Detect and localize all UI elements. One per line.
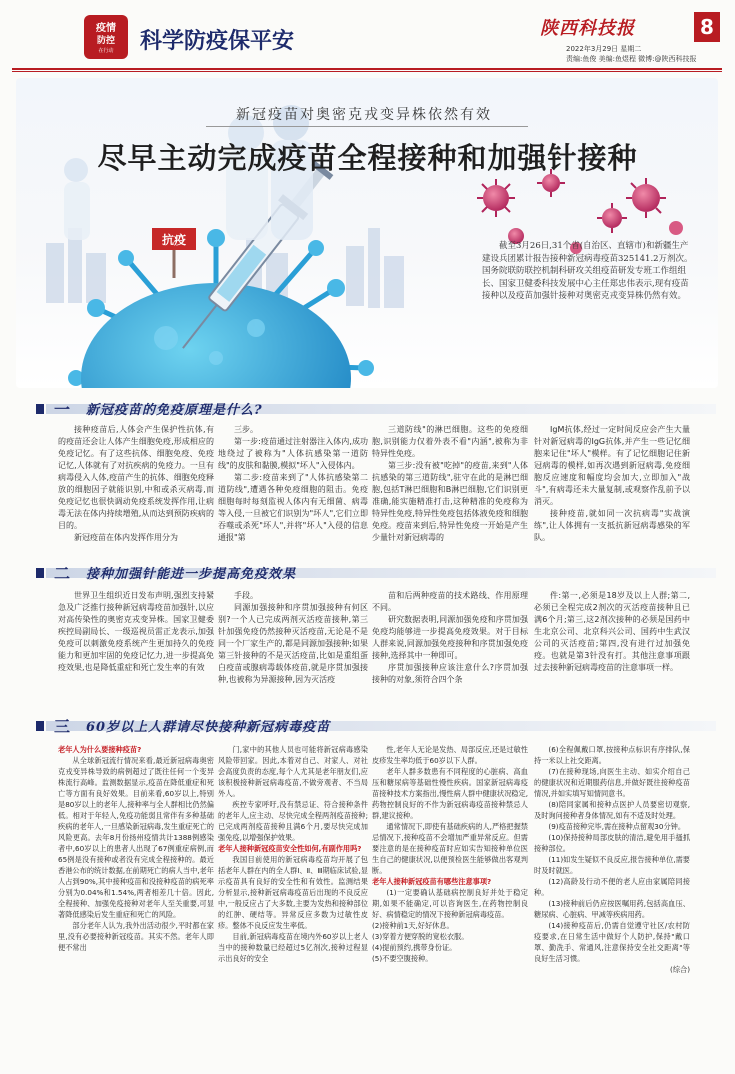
section-title: 科学防疫保平安 <box>140 28 295 54</box>
list-item: (3)穿着方便穿脱的宽松衣服。 <box>372 932 469 941</box>
subheading: 老年人为什么要接种疫苗? <box>58 745 142 754</box>
logo-line-1: 疫情 <box>96 23 116 34</box>
paragraph: 世界卫生组织近日发布声明,强烈支持紧急及广泛推行接种新冠病毒疫苗加强针,以应对高传染性的奥密克戎变异株。国家卫健委疾控局副局长、一级巡视员雷正龙表示,加强免疫可以刺激免疫系统产生更加持久的免疫能力和更加牢固的免疫记忆力,进一步提高免疫效果,也是降低重症和死亡发生率的有效 <box>58 591 214 672</box>
section-3-col-1 <box>58 744 214 953</box>
paragraph: 性,老年人无论是发热、局部反应,还是过敏性皮疹发生率均低于60岁以下人群。 <box>372 745 528 765</box>
headline-kicker: 新冠疫苗对奥密克戎变异株依然有效 <box>236 107 492 123</box>
section-3-header <box>46 713 716 739</box>
paragraph: 门,家中的其他人员也可能将新冠病毒感染风险带回家。因此,本着对自己、对家人、对社会高度负责的态度,每个人尤其是老年朋友们,应该积极接种新冠病毒疫苗,不做旁观者、不当局外人。 <box>218 745 368 798</box>
section-3-col-3 <box>372 744 528 964</box>
paragraph: IgM抗体,经过一定时间反应会产生大量针对新冠病毒的IgG抗体,并产生一些记忆细胞来记住"坏人"模样。有了记忆细胞记住新冠病毒的模样,如再次遇到新冠病毒,免疫细胞反应速度和幅度均会加大,立即加入"战斗",有病毒还未大量复制,或观察作乱前予以消灭。 <box>534 425 690 506</box>
campaign-logo <box>84 15 128 59</box>
paragraph: 部分老年人认为,我外出活动很少,平时都在家里,没有必要接种新冠疫苗。其实不然。老年人即便不常出 <box>58 921 214 952</box>
section-1-header <box>46 396 716 422</box>
list-item: (14)接种疫苗后,仍需自觉遵守社区/农村防疫要求,在日常生活中做好个人防护,保持"戴口罩、勤洗手、常通风,注意保持安全社交距离"等良好生活习惯。 <box>534 921 690 963</box>
section-2-col-2 <box>218 590 368 686</box>
editor-credits: 责编:鱼俊 美编:鱼煜程 微博:@陕西科技报 <box>566 55 697 63</box>
section-3-col-2 <box>218 744 368 964</box>
paragraph: 老年人群多数患有不同程度的心脏病、高血压和糖尿病等基础性慢性疾病。国家新冠病毒疫苗接种技术方案指出,慢性病人群中健康状况稳定,药物控制良好的不作为新冠病毒疫苗接种禁忌人群,建议接种。 <box>372 767 528 820</box>
paragraph: 接种疫苗后,人体会产生保护性抗体,有的疫苗还会让人体产生细胞免疫,形成相应的免疫记忆。有了这些抗体、细胞免疫、免疫记忆,人体就有了对抗疾病的免疫力。一旦有病毒侵入人体,疫苗产生的抗体、细胞免疫释放的细胞因子就能识别,中和或杀灭病毒,而免疫记忆也很快调动免疫系统发挥作用,让病毒无法在体内持续增殖,从而达到预防疾病的目的。 <box>58 425 214 530</box>
section-2-col-3 <box>372 590 528 686</box>
paragraph: 第三步:没有被"吃掉"的疫苗,来到"人体抗感染的第三道防线",驻守在此的是淋巴细胞,包括T淋巴细胞和B淋巴细胞,它们识别更准确,能实施精准打击,这种精准的免疫称为特异性免疫,特异性免疫包括体液免疫和细胞免疫。疫苗来到后,特异性免疫一开始是产生少量针对新冠病毒的 <box>372 461 528 542</box>
logo-line-3: 在行动 <box>98 48 114 54</box>
paragraph: 研究数据表明,同源加强免疫和序贯加强免疫均能够进一步提高免疫效果。对于目标人群来说,同源加强免疫接种和序贯加强免疫接种,选择其中一种即可。 <box>372 615 528 660</box>
list-item: (10)保持接种局部皮肤的清洁,避免用手搔抓接种部位。 <box>534 833 690 853</box>
list-item: (6)全程佩戴口罩,按接种点标识有序排队,保持一米以上社交距离。 <box>534 745 690 765</box>
paragraph: 疾控专家呼吁,没有禁忌证、符合接种条件的老年人,应主动、尽快完成全程两剂疫苗接种;已完成两剂疫苗接种且满6个月,要尽快完成加强免疫,以增强保护效果。 <box>218 800 368 842</box>
list-item: (11)如发生疑似不良反应,报告接种单位,需要时及时就医。 <box>534 855 690 875</box>
lead-paragraph: 截至3月26日,31个省(自治区、直辖市)和新疆生产建设兵团累计报告接种新冠病毒疫苗325141.2万剂次。国务院联防联控机制科研攻关组疫苗研发专班工作组组长、国家卫健委科技发展中心主任郑忠伟表示,现有疫苗接种以及疫苗加强针接种对奥密克戎变异株仍然有效。 <box>482 241 693 302</box>
section-1-number: 一 <box>54 400 71 419</box>
section-1-col-2 <box>218 424 368 544</box>
section-1-col-3 <box>372 424 528 544</box>
paragraph: 三步。 <box>234 425 258 434</box>
list-item: (7)在接种现场,向医生主动、如实介绍自己的健康状况和近期服药信息,并做好既往接种疫苗情况,并如实填写知情同意书。 <box>534 767 690 798</box>
hero-illustration <box>16 78 718 388</box>
kicker-rule <box>206 126 528 127</box>
paragraph: 我国目前使用的新冠病毒疫苗均开展了包括老年人群在内的全人群Ⅰ、Ⅱ、Ⅲ期临床试验,显示疫苗具有良好的安全性和有效性。监测结果分析显示,接种新冠病毒疫苗后出现的不良反应中,一般反应占了大多数,主要为发热和接种部位的红肿、硬结等。异常反应多数为过敏性皮疹。整体不良反应发生率低。 <box>218 855 368 930</box>
header-rule <box>12 68 722 70</box>
section-2-number: 二 <box>54 564 71 583</box>
list-item: (4)提前预约,携带身份证。 <box>372 943 457 952</box>
paragraph: (1)一定要确认基础病控制良好并处于稳定期,如果不能确定,可以咨询医生,在药物控制良好、病情稳定的情况下接种新冠病毒疫苗。 <box>372 888 528 919</box>
section-3-col-4 <box>534 744 690 975</box>
fight-epidemic-sign <box>152 228 196 278</box>
list-item: (8)陪同家属和接种点医护人员要密切观察,及时询问接种者身体情况,如有不适及时处理。 <box>534 800 690 820</box>
vaccine-illustration <box>16 78 718 388</box>
section-2-header <box>46 560 716 586</box>
issue-date: 2022年3月29日 星期二 <box>566 45 642 53</box>
paragraph: 从全球新冠流行情况来看,最近新冠病毒奥密克戎变异株导致的病例超过了既往任何一个变异株流行高峰。监测数据显示,疫苗在降低重症和死亡等方面有良好效果。目前来看,60岁以上,特别是80岁以上的老年人,接种率与全人群相比仍然偏低。相对于年轻人,免疫功能弱且常伴有多种基础疾病的老年人,一旦感染新冠病毒,发生重症死亡的风险更高。去年8月份扬州疫情共计1388例感染者中,60岁以上的患者人出现了67例重症病例,而65例是没有接种或者没有完成全程接种的。最近香港公布的统计数据,在前期死亡的病人当中,老年人占到90%,其中接种疫苗和没接种疫苗的病死率分别为0.04%和1.54%,两者相差几十倍。因此,全程接种、加强免疫接种对老年人至关重要,可显著降低感染后发生重症和死亡的风险。 <box>58 756 214 919</box>
section-2-title: 接种加强针能进一步提高免疫效果 <box>86 567 297 582</box>
header-rule-thin <box>12 71 722 72</box>
section-2-col-1 <box>58 590 214 674</box>
section-3-title: 60岁以上人群请尽快接种新冠病毒疫苗 <box>86 720 331 735</box>
paragraph: 序贯加强接种应该注意什么?序贯加强接种的对象,须符合四个条 <box>372 663 528 684</box>
list-item: (9)疫苗接种完毕,需在接种点留观30分钟。 <box>548 822 686 831</box>
source-note: (综合) <box>670 965 690 974</box>
paragraph: 第二步:疫苗来到了"人体抗感染第二道防线",遭遇各种免疫细胞的阻击。免疫细胞每时每刻监视人体内有无细菌、病毒等入侵,一旦被它们识别为"坏人",它们立即吞噬或杀死"坏人",并将"坏人"入侵的信息通报"第 <box>218 473 368 542</box>
paragraph: 接种疫苗,就如同一次抗病毒"实战演练",让人体拥有一支抵抗新冠病毒感染的军队。 <box>534 509 690 542</box>
paragraph: 第一步:疫苗通过注射器注入体内,成功地绕过了被称为"人体抗感染第一道防线"的皮肤和黏膜,模拟"坏人"入侵体内。 <box>218 437 368 470</box>
list-item: (5)不要空腹接种。 <box>372 954 433 963</box>
section-3-number: 三 <box>54 717 71 736</box>
section-1-col-1 <box>58 424 214 544</box>
headline: 尽早主动完成疫苗全程接种和加强针接种 <box>97 141 638 175</box>
paragraph: 目前,新冠病毒疫苗在境内外60岁以上老人当中的接种数量已经超过5亿剂次,接种过程显示出良好的安全 <box>218 932 368 963</box>
paragraph: 苗和后两种疫苗的技术路线、作用原理不同。 <box>372 591 528 612</box>
paragraph: 新冠疫苗在体内发挥作用分为 <box>74 533 178 542</box>
section-1-col-4 <box>534 424 690 544</box>
newspaper-name: 陕西科技报 <box>540 18 635 39</box>
page-number: 8 <box>694 12 720 42</box>
paragraph: 通常情况下,即使有基础疾病的人,严格把握禁忌情况下,接种疫苗不会增加严重异常反应。但需要注意的是在接种疫苗时应如实告知接种单位医生自己的健康状况,以便预检医生能够做出客观判断。 <box>372 822 528 875</box>
paragraph: 三道防线"的淋巴细胞。这些的免疫细胞,识别能力仅着外表不看"内涵",被称为非特异性免疫。 <box>372 425 528 458</box>
sign-label: 抗疫 <box>161 233 187 247</box>
section-1-title: 新冠疫苗的免疫原理是什么? <box>86 403 263 418</box>
logo-line-2: 防控 <box>96 36 115 46</box>
paragraph: 件:第一,必须是18岁及以上人群;第二,必须已全程完成2剂次的灭活疫苗接种且已满6个月;第三,这2剂次接种的必须是国药中生北京公司、北京科兴公司、国药中生武汉公司的灭活疫苗;第四,没有进行过加强免疫。也就是第3针没有打。其他注意事项跟过去接种新冠病毒疫苗的注意事项一样。 <box>534 591 690 672</box>
list-item: (2)接种前1天,好好休息。 <box>372 921 454 930</box>
paragraph: 同源加强接种和序贯加强接种有何区别?一个人已完成两剂灭活疫苗接种,第三针加强免疫仍然接种灭活疫苗,无论是不是同一个厂家生产的,都是同源加强接种;如果第三针接种的不是灭活疫苗,比如是重组蛋白疫苗或腺病毒载体疫苗,就是序贯加强接种,也被称为异源接种,因为灭活疫 <box>218 603 368 684</box>
subheading: 老年人接种新冠疫苗有哪些注意事项? <box>372 877 492 886</box>
paragraph: 手段。 <box>234 591 258 600</box>
list-item: (12)高龄及行动不便的老人应由家属陪同接种。 <box>534 877 690 897</box>
section-2-col-4 <box>534 590 690 674</box>
subheading: 老年人接种新冠疫苗安全性如何,有副作用吗? <box>218 844 362 853</box>
list-item: (13)接种前后仍应按医嘱用药,包括高血压、糖尿病、心脏病、甲减等疾病用药。 <box>534 899 690 919</box>
